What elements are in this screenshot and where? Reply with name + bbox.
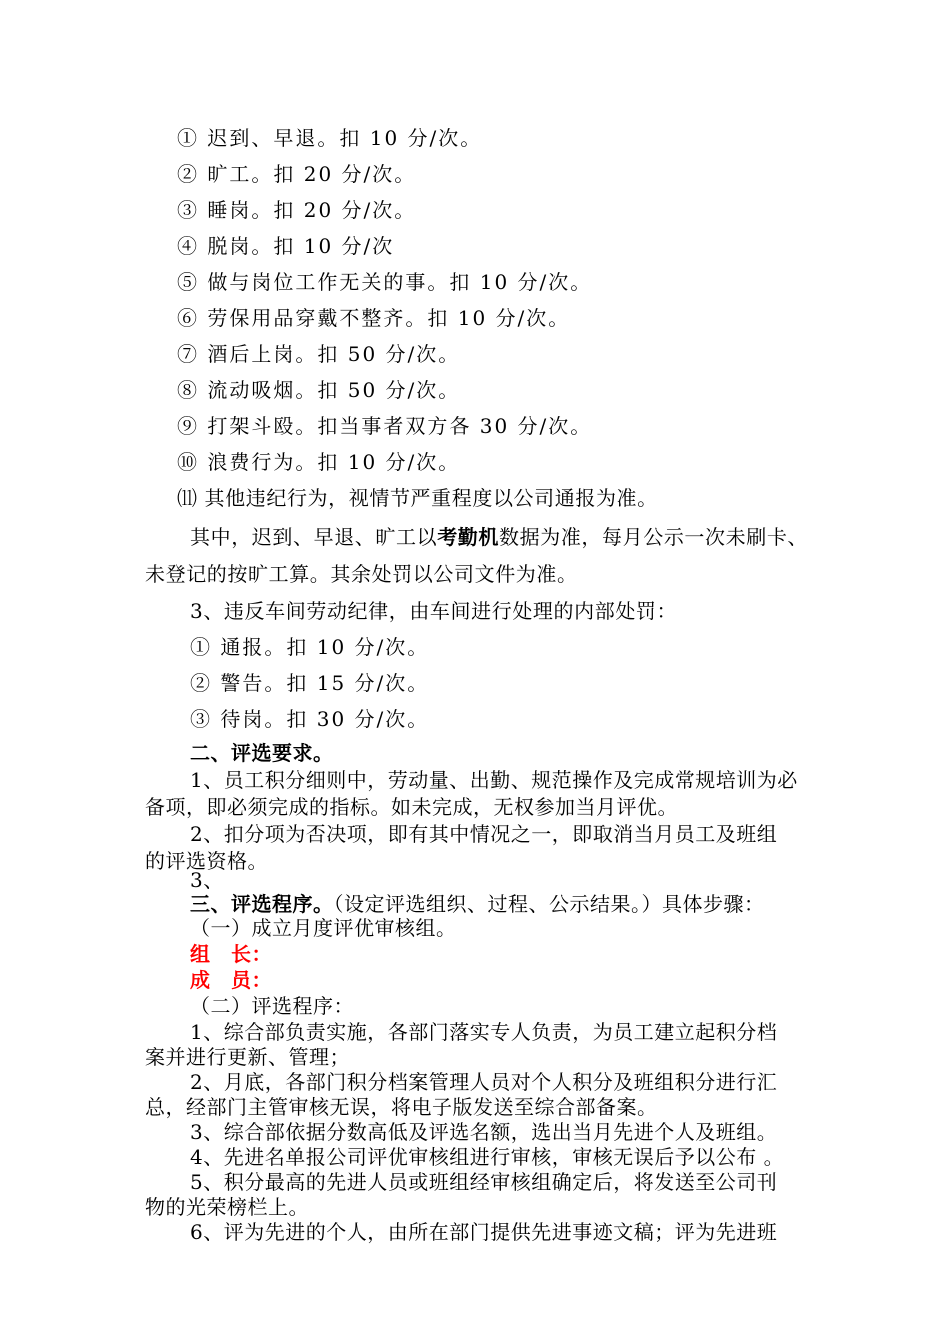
leader-label: 组 长： (190, 942, 272, 966)
list-item: ① 通报。扣 10 分/次。 (190, 635, 430, 659)
note-text-post: 数据为准，每月公示一次未刷卡、 (499, 525, 809, 549)
item-3-text: 3、违反车间劳动纪律，由车间进行处理的内部处罚： (190, 599, 678, 623)
list-item: ③ 睡岗。扣 20 分/次。 (177, 198, 417, 222)
paragraph-line: 4、先进名单报公司评优审核组进行审核，审核无误后予以公布 。 (190, 1145, 785, 1169)
section-2-heading: 二、评选要求。 (190, 741, 334, 765)
note-text-pre: 其中，迟到、早退、旷工以 (190, 525, 438, 549)
list-item: ④ 脱岗。扣 10 分/次 (177, 234, 395, 258)
paragraph-line: 案并进行更新、管理； (145, 1045, 350, 1069)
list-item: ⑧ 流动吸烟。扣 50 分/次。 (177, 378, 461, 402)
list-item: ② 警告。扣 15 分/次。 (190, 671, 430, 695)
paragraph-line: 2、月底，各部门积分档案管理人员对个人积分及班组积分进行汇 (190, 1070, 778, 1094)
member-label: 成 员： (190, 968, 272, 992)
section-3-heading: 三、评选程序。 (190, 892, 334, 916)
paragraph-line: 总，经部门主管审核无误，将电子版发送至综合部备案。 (145, 1095, 658, 1119)
list-item: ① 迟到、早退。扣 10 分/次。 (177, 126, 483, 150)
list-item: ③ 待岗。扣 30 分/次。 (190, 707, 430, 731)
note-paragraph-line1 (190, 525, 808, 549)
list-item: ⑥ 劳保用品穿戴不整齐。扣 10 分/次。 (177, 306, 571, 330)
paragraph-line: 5、积分最高的先进人员或班组经审核组确定后，将发送至公司刊 (190, 1170, 778, 1194)
note-keyword: 考勤机 (437, 525, 500, 549)
paragraph-line: 物的光荣榜栏上。 (145, 1195, 309, 1219)
paragraph-line: 的评选资格。 (145, 849, 268, 873)
section-3-heading-line (190, 892, 765, 916)
paragraph-line: 6、评为先进的个人，由所在部门提供先进事迹文稿；评为先进班 (190, 1220, 778, 1244)
list-item: ⑦ 酒后上岗。扣 50 分/次。 (177, 342, 461, 366)
sub-heading: （一）成立月度评优审核组。 (190, 916, 457, 940)
note-paragraph-line2: 未登记的按旷工算。其余处罚以公司文件为准。 (145, 562, 578, 586)
list-item: ⑤ 做与岗位工作无关的事。扣 10 分/次。 (177, 270, 593, 294)
list-item: ② 旷工。扣 20 分/次。 (177, 162, 417, 186)
sub-heading: （二）评选程序： (190, 994, 354, 1018)
paragraph-line: 1、员工积分细则中，劳动量、出勤、规范操作及完成常规培训为必 (190, 768, 798, 792)
section-3-heading-rest: （设定评选组织、过程、公示结果。）具体步骤： (333, 892, 765, 916)
list-item: ⑨ 打架斗殴。扣当事者双方各 30 分/次。 (177, 414, 593, 438)
paragraph-line: 2、扣分项为否决项，即有其中情况之一，即取消当月员工及班组 (190, 822, 778, 846)
paragraph-line: 3、 (190, 868, 224, 892)
paragraph-line: 3、综合部依据分数高低及评选名额，选出当月先进个人及班组。 (190, 1120, 778, 1144)
paragraph-line: 备项，即必须完成的指标。如未完成，无权参加当月评优。 (145, 795, 678, 819)
list-item: ⑩ 浪费行为。扣 10 分/次。 (177, 450, 461, 474)
list-item: ⑾ 其他违纪行为，视情节严重程度以公司通报为准。 (177, 486, 658, 510)
paragraph-line: 1、综合部负责实施，各部门落实专人负责，为员工建立起积分档 (190, 1020, 778, 1044)
